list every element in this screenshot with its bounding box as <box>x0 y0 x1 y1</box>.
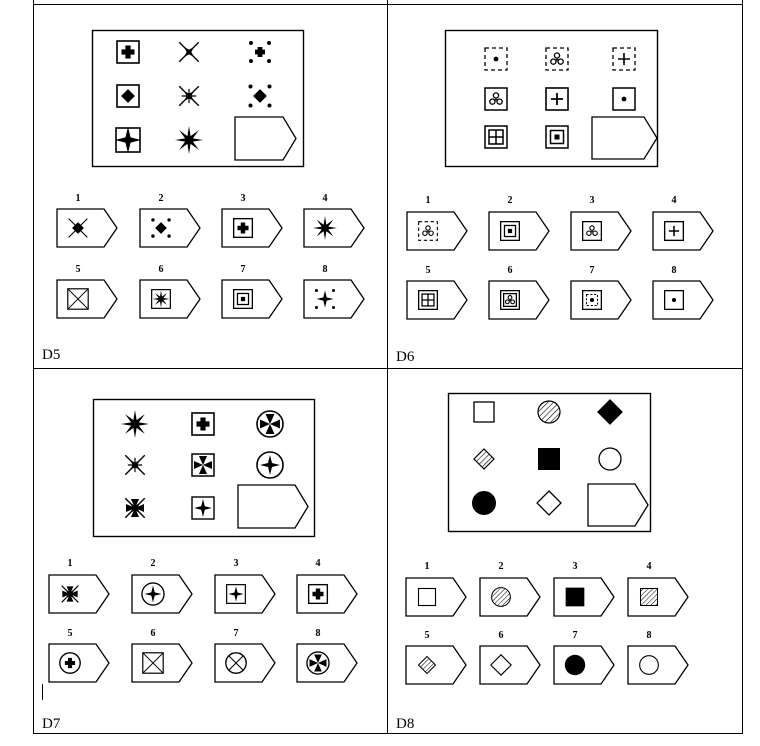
black-diamond-icon <box>598 400 622 424</box>
dot-in-square-icon <box>613 88 635 110</box>
star-maltese-icon <box>125 498 145 518</box>
star-x-dense-icon <box>179 86 199 106</box>
option-number: 3 <box>589 195 595 206</box>
answer-option-6[interactable] <box>480 630 540 684</box>
answer-option-7[interactable] <box>222 264 282 318</box>
diamond-in-square-icon <box>117 85 139 107</box>
answer-option-6[interactable] <box>489 265 549 319</box>
panel-d5 <box>42 31 364 364</box>
answer-option-5[interactable] <box>57 264 117 318</box>
answer-option-4[interactable] <box>297 558 357 613</box>
dotted-diamond-icon <box>249 85 272 108</box>
black-circle-icon <box>565 655 585 675</box>
option-number: 3 <box>240 193 246 204</box>
dashed-square-plus-icon <box>613 48 635 70</box>
answer-option-5[interactable] <box>406 630 466 684</box>
option-tag <box>407 212 467 250</box>
answer-slot <box>235 117 296 160</box>
double-square-dot-icon <box>546 126 568 148</box>
option-number: 4 <box>646 561 652 572</box>
option-number: 2 <box>158 193 164 204</box>
option-tag <box>215 644 275 682</box>
option-number: 4 <box>315 558 321 569</box>
circle-star4-icon <box>142 583 164 605</box>
option-tag <box>480 646 540 684</box>
star-maltese-icon <box>62 586 79 603</box>
answer-option-1[interactable] <box>49 558 109 613</box>
option-tag <box>297 644 357 682</box>
answer-slot <box>588 484 648 526</box>
panel-label: D5 <box>42 347 61 363</box>
answer-option-7[interactable] <box>215 628 275 682</box>
star-x-icon <box>179 42 199 62</box>
black-square-icon <box>566 588 585 607</box>
option-tag <box>49 575 109 613</box>
answer-option-2[interactable] <box>480 561 540 616</box>
plus-in-square-thin-icon <box>546 88 568 110</box>
answer-option-8[interactable] <box>653 265 713 319</box>
answer-option-2[interactable] <box>140 193 200 247</box>
answer-option-3[interactable] <box>571 195 631 250</box>
answer-option-7[interactable] <box>571 265 631 319</box>
star4-in-square-icon <box>115 127 141 153</box>
hatched-diamond-icon <box>474 449 494 469</box>
answer-slot <box>592 117 657 159</box>
option-number: 6 <box>150 628 156 639</box>
answer-option-8[interactable] <box>304 264 364 318</box>
circle-maltese-icon <box>307 652 329 674</box>
option-number: 2 <box>150 558 156 569</box>
star8-icon <box>121 410 149 438</box>
panel-label: D8 <box>396 716 415 732</box>
open-circle-icon <box>599 448 621 470</box>
option-number: 2 <box>498 561 504 572</box>
answer-option-1[interactable] <box>407 195 467 250</box>
black-square-icon <box>538 448 560 470</box>
option-number: 4 <box>322 193 328 204</box>
panel-label: D6 <box>396 349 415 365</box>
star8-icon <box>313 216 337 240</box>
maltese-in-square-icon <box>192 454 214 476</box>
option-number: 5 <box>67 628 73 639</box>
option-number: 2 <box>507 195 513 206</box>
option-number: 6 <box>498 630 504 641</box>
black-circle-icon <box>472 491 496 515</box>
answer-option-4[interactable] <box>628 561 688 616</box>
double-square-plus-icon <box>485 126 507 148</box>
answer-option-3[interactable] <box>554 561 614 616</box>
circle-star4-icon <box>257 452 283 478</box>
open-square-icon <box>474 402 494 422</box>
option-number: 1 <box>425 195 431 206</box>
trefoil-in-square-icon <box>485 88 507 110</box>
open-diamond-icon <box>537 491 561 515</box>
option-number: 7 <box>240 264 246 275</box>
option-tag <box>57 280 117 318</box>
option-number: 8 <box>671 265 677 276</box>
option-number: 1 <box>67 558 73 569</box>
star8-icon <box>175 126 203 154</box>
answer-option-8[interactable] <box>628 630 688 684</box>
option-tag <box>304 280 364 318</box>
option-number: 7 <box>589 265 595 276</box>
option-number: 3 <box>233 558 239 569</box>
star4-in-square-thin-icon <box>192 497 214 519</box>
dashed-square-trefoil-icon <box>546 48 568 70</box>
answer-option-3[interactable] <box>215 558 275 613</box>
hatched-square-icon <box>641 589 658 606</box>
panel-d7 <box>42 400 357 733</box>
answer-option-4[interactable] <box>653 195 713 250</box>
answer-option-1[interactable] <box>57 193 117 247</box>
option-number: 8 <box>646 630 652 641</box>
answer-option-6[interactable] <box>132 628 192 682</box>
table-grid <box>33 0 743 734</box>
answer-option-2[interactable] <box>132 558 192 613</box>
option-number: 6 <box>507 265 513 276</box>
hatched-circle-icon <box>538 401 560 423</box>
answer-option-2[interactable] <box>489 195 549 250</box>
answer-slot <box>238 485 308 528</box>
plus-in-square-icon <box>117 41 139 63</box>
answer-option-3[interactable] <box>222 193 282 247</box>
option-number: 8 <box>315 628 321 639</box>
option-tag <box>132 575 192 613</box>
answer-option-5[interactable] <box>407 265 467 319</box>
option-number: 5 <box>75 264 81 275</box>
answer-option-5[interactable] <box>49 628 109 682</box>
option-tag <box>57 209 117 247</box>
plus-in-square-icon <box>192 413 214 435</box>
option-tag <box>132 644 192 682</box>
option-number: 7 <box>233 628 239 639</box>
dotted-plus-icon <box>249 41 271 63</box>
option-number: 6 <box>158 264 164 275</box>
option-number: 1 <box>75 193 81 204</box>
star-x-dense-icon <box>125 455 145 475</box>
double-square-plus-icon <box>419 291 438 310</box>
option-number: 5 <box>425 265 431 276</box>
answer-option-4[interactable] <box>304 193 364 247</box>
dashed-square-dot-icon <box>485 48 507 70</box>
double-square-trefoil-icon <box>501 291 520 310</box>
option-tag <box>49 644 109 682</box>
circle-maltese-icon <box>257 411 283 437</box>
option-number: 7 <box>572 630 578 641</box>
option-number: 8 <box>322 264 328 275</box>
panel-label: D7 <box>42 716 61 732</box>
option-number: 1 <box>424 561 430 572</box>
answer-option-1[interactable] <box>406 561 466 616</box>
panel-d6 <box>396 31 713 366</box>
option-number: 4 <box>671 195 677 206</box>
answer-option-7[interactable] <box>554 630 614 684</box>
answer-option-8[interactable] <box>297 628 357 682</box>
option-number: 5 <box>424 630 430 641</box>
answer-option-6[interactable] <box>140 264 200 318</box>
panel-d8 <box>396 394 688 733</box>
hatched-circle-icon <box>492 588 511 607</box>
option-tag <box>140 209 200 247</box>
option-number: 3 <box>572 561 578 572</box>
